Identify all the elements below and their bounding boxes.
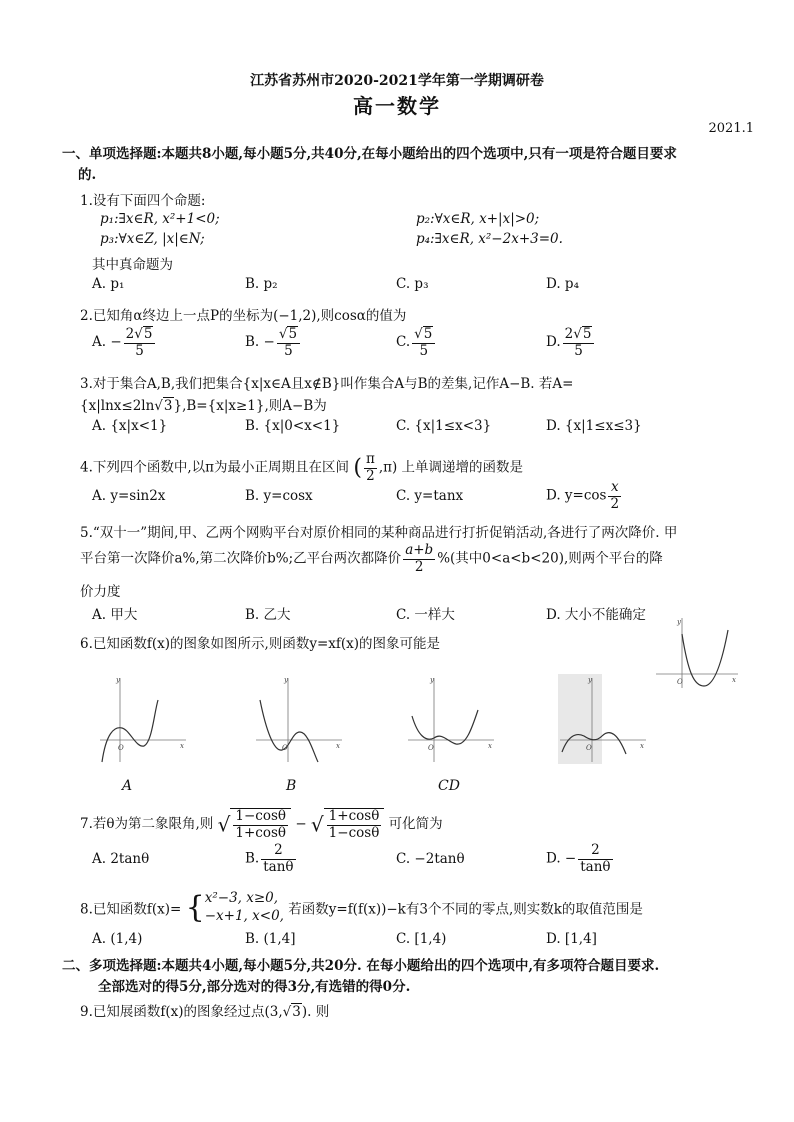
exam-title: 江苏省苏州市2020-2021学年第一学期调研卷: [250, 73, 544, 89]
q4-option-c: C. y=tanx: [396, 488, 464, 504]
q5-line3: 价力度: [80, 584, 121, 600]
q3-option-c: C. {x|1≤x<3}: [396, 418, 492, 434]
q2-stem: 2.已知角α终边上一点P的坐标为(−1,2),则cosα的值为: [80, 308, 407, 324]
q2-option-d: D. $\frac{2√5}{5}$: [546, 326, 596, 359]
q6-graph-d: [556, 670, 652, 768]
q4-option-a: A. y=sin2x: [92, 488, 166, 504]
q7-stem: 7.若θ为第二象限角,则 √ $\frac{1-\cos\theta}{1+\cos\theta}$ − √ $\frac{1+\cos\theta}{1-\cos\theta}$ 可化简为: [80, 808, 443, 841]
q5-option-d: D. 大小不能确定: [546, 607, 646, 623]
q1-option-c: C. p₃: [396, 276, 429, 292]
q1-p2: p₂:∀x∈R, x+|x|>0;: [416, 211, 540, 227]
graph-c-origin: O: [428, 744, 434, 752]
q6-graph-c: [404, 670, 500, 768]
q6-label-cd: CD: [438, 778, 460, 794]
q5-line1: 5.“双十一”期间,甲、乙两个网购平台对原价相同的某种商品进行打折促销活动,各进行了两次降价. 甲: [80, 525, 678, 541]
q6-label-b: B: [286, 778, 297, 794]
q3-option-d: D. {x|1≤x≤3}: [546, 418, 642, 434]
q6-graph-b: [252, 670, 348, 768]
q8-stem: 8.已知函数f(x)= { x²−3, x≥0, −x+1, x<0, 若函数y=f(f(x))−k有3个不同的零点,则实数k的取值范围是: [80, 890, 643, 926]
graph-c-x-label: x: [488, 742, 492, 750]
q5-option-a: A. 甲大: [92, 607, 138, 623]
section1-heading-cont: 的.: [78, 167, 97, 183]
ref-y-label: y: [677, 618, 681, 626]
q5-line2: 平台第一次降价a%,第二次降价b%;乙平台两次都降价 $\frac{a+b}{2}$ %(其中0<a<b<20),则两个平台的降: [80, 542, 663, 575]
section2-heading: 二、多项选择题:本题共4小题,每小题5分,共20分. 在每小题给出的四个选项中,有多项符合题目要求.: [62, 958, 660, 974]
q2-option-a: A. − $\frac{2√5}{5}$: [92, 326, 157, 359]
graph-c-curve: [412, 710, 478, 744]
q4-option-d: D. y=cos $\frac{x}{2}$: [546, 479, 620, 512]
q1-option-d: D. p₄: [546, 276, 579, 292]
q1-stem: 1.设有下面四个命题:: [80, 193, 206, 209]
q1-option-a: A. p₁: [92, 276, 125, 292]
q7-option-d: D. − $\frac{2}{\tan\theta}$: [546, 842, 611, 875]
q7-option-a: A. 2tanθ: [92, 851, 150, 867]
graph-b-origin: O: [282, 744, 288, 752]
q3-line1: 3.对于集合A,B,我们把集合{x|x∈A且x∉B}叫作集合A与B的差集,记作A−B. 若A=: [80, 376, 574, 392]
q5-option-c: C. 一样大: [396, 607, 455, 623]
graph-d-shade: [558, 674, 602, 764]
q3-line2: {x|lnx≤2ln√3},B={x|x≥1},则A−B为: [80, 398, 327, 414]
q8-option-c: C. [1,4): [396, 931, 447, 947]
section1-heading: 一、单项选择题:本题共8小题,每小题5分,共40分,在每小题给出的四个选项中,只有一项是符合题目要求: [62, 146, 677, 162]
graph-d-origin: O: [586, 744, 592, 752]
ref-curve: [682, 630, 728, 686]
q7-option-b: B. $\frac{2}{\tan\theta}$: [245, 842, 294, 875]
q6-graph-a: [96, 670, 192, 768]
q6-label-a: A: [122, 778, 133, 794]
q1-p4: p₄:∃x∈R, x²−2x+3=0.: [416, 231, 563, 247]
q8-option-b: B. (1,4]: [245, 931, 296, 947]
q9-stem: 9.已知展函数f(x)的图象经过点(3,√3). 则: [80, 1004, 330, 1020]
q1-ask: 其中真命题为: [92, 257, 173, 273]
q3-option-a: A. {x|x<1}: [92, 418, 168, 434]
ref-origin: O: [677, 678, 683, 686]
graph-a-origin: O: [118, 744, 124, 752]
q4-stem: 4.下列四个函数中,以π为最小正周期且在区间 ( $\frac{\pi}{2}$ ,π) 上单调递增的函数是: [80, 451, 524, 484]
q1-option-b: B. p₂: [245, 276, 278, 292]
graph-a-curve: [102, 700, 158, 762]
graph-b-x-label: x: [336, 742, 340, 750]
graph-c-y-label: y: [430, 676, 434, 684]
ref-x-label: x: [732, 676, 736, 684]
q7-option-c: C. −2tanθ: [396, 851, 465, 867]
q1-p1: p₁:∃x∈R, x²+1<0;: [100, 211, 220, 227]
graph-d-y-label: y: [588, 676, 592, 684]
q8-option-d: D. [1,4]: [546, 931, 597, 947]
q5-option-b: B. 乙大: [245, 607, 291, 623]
q2-option-c: C. $\frac{√5}{5}$: [396, 326, 437, 359]
q3-option-b: B. {x|0<x<1}: [245, 418, 341, 434]
exam-subject: 高一数学: [353, 94, 441, 118]
section2-heading-cont: 全部选对的得5分,部分选对的得3分,有选错的得0分.: [98, 979, 411, 995]
q2-option-b: B. − $\frac{√5}{5}$: [245, 326, 302, 359]
q4-option-b: B. y=cosx: [245, 488, 313, 504]
q6-reference-graph: [652, 612, 742, 692]
q1-p3: p₃:∀x∈Z, |x|∈N;: [100, 231, 205, 247]
graph-b-y-label: y: [284, 676, 288, 684]
graph-a-x-label: x: [180, 742, 184, 750]
graph-b-curve: [260, 700, 318, 762]
q8-option-a: A. (1,4): [92, 931, 143, 947]
graph-d-x-label: x: [640, 742, 644, 750]
graph-a-y-label: y: [116, 676, 120, 684]
exam-date: 2021.1: [708, 121, 754, 136]
q6-stem: 6.已知函数f(x)的图象如图所示,则函数y=xf(x)的图象可能是: [80, 636, 441, 652]
